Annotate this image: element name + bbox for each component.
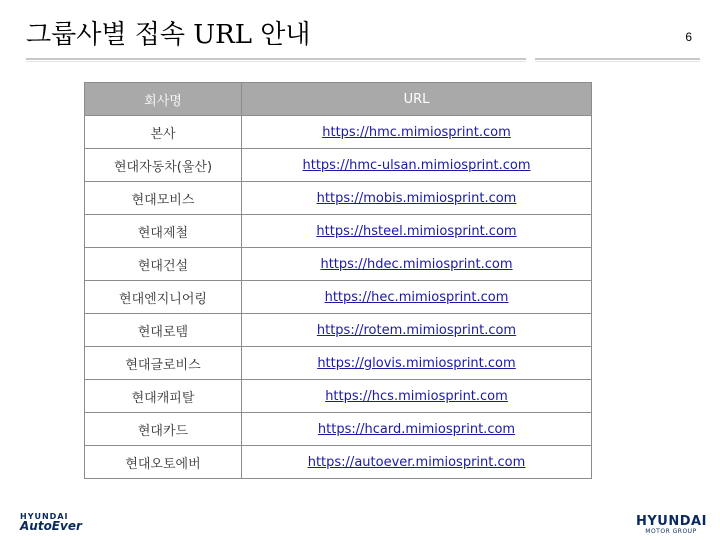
url-cell	[242, 380, 592, 413]
url-cell	[242, 215, 592, 248]
table-row	[85, 149, 592, 182]
logo-left-top-text: HYUNDAI	[20, 512, 69, 521]
company-name-cell: 현대건설	[85, 248, 242, 281]
table-row	[85, 281, 592, 314]
company-name-cell: 현대자동차(울산)	[85, 149, 242, 182]
company-name-cell: 현대캐피탈	[85, 380, 242, 413]
company-name-cell: 현대오토에버	[85, 446, 242, 479]
table-header-row	[85, 83, 592, 116]
hyundai-motor-group-logo	[636, 514, 706, 538]
company-name-cell: 현대모비스	[85, 182, 242, 215]
table-row	[85, 380, 592, 413]
url-cell	[242, 413, 592, 446]
table-row	[85, 413, 592, 446]
url-table	[84, 82, 592, 479]
url-cell	[242, 116, 592, 149]
table-row	[85, 182, 592, 215]
page-title: 그룹사별 접속 URL 안내	[26, 20, 311, 50]
url-cell	[242, 149, 592, 182]
table-row	[85, 116, 592, 149]
title-divider-right	[535, 58, 700, 60]
table-row	[85, 446, 592, 479]
company-name-cell: 현대카드	[85, 413, 242, 446]
logo-left-bottom-text: AutoEver	[20, 519, 82, 533]
url-cell	[242, 446, 592, 479]
title-divider-shadow-left	[26, 61, 526, 62]
url-link[interactable]: https://hsteel.mimiosprint.com	[316, 223, 517, 239]
url-link[interactable]: https://autoever.mimiosprint.com	[307, 454, 526, 470]
url-cell	[242, 314, 592, 347]
url-cell	[242, 347, 592, 380]
url-cell	[242, 182, 592, 215]
table-row	[85, 314, 592, 347]
page-number: 6	[685, 30, 692, 44]
table-row	[85, 248, 592, 281]
company-name-cell: 현대제철	[85, 215, 242, 248]
logo-right-top-text: HYUNDAI	[636, 514, 707, 529]
url-link[interactable]: https://hmc.mimiosprint.com	[322, 124, 511, 140]
url-cell	[242, 281, 592, 314]
url-cell	[242, 248, 592, 281]
hyundai-autoever-logo	[20, 512, 130, 538]
header-company: 회사명	[85, 83, 242, 116]
header-url: URL	[242, 83, 592, 116]
url-link[interactable]: https://hmc-ulsan.mimiosprint.com	[302, 157, 531, 173]
title-divider-shadow-right	[535, 61, 700, 62]
company-name-cell: 현대글로비스	[85, 347, 242, 380]
url-link[interactable]: https://glovis.mimiosprint.com	[317, 355, 516, 371]
title-divider-left	[26, 58, 526, 60]
company-name-cell: 현대엔지니어링	[85, 281, 242, 314]
company-name-cell: 본사	[85, 116, 242, 149]
table-row	[85, 347, 592, 380]
url-link[interactable]: https://hcs.mimiosprint.com	[325, 388, 508, 404]
company-name-cell: 현대로템	[85, 314, 242, 347]
url-link[interactable]: https://hcard.mimiosprint.com	[317, 421, 516, 437]
url-link[interactable]: https://mobis.mimiosprint.com	[316, 190, 517, 206]
url-link[interactable]: https://hdec.mimiosprint.com	[320, 256, 513, 272]
url-link[interactable]: https://rotem.mimiosprint.com	[316, 322, 517, 338]
table-row	[85, 215, 592, 248]
logo-right-bottom-text: MOTOR GROUP	[645, 528, 697, 535]
url-link[interactable]: https://hec.mimiosprint.com	[324, 289, 509, 305]
